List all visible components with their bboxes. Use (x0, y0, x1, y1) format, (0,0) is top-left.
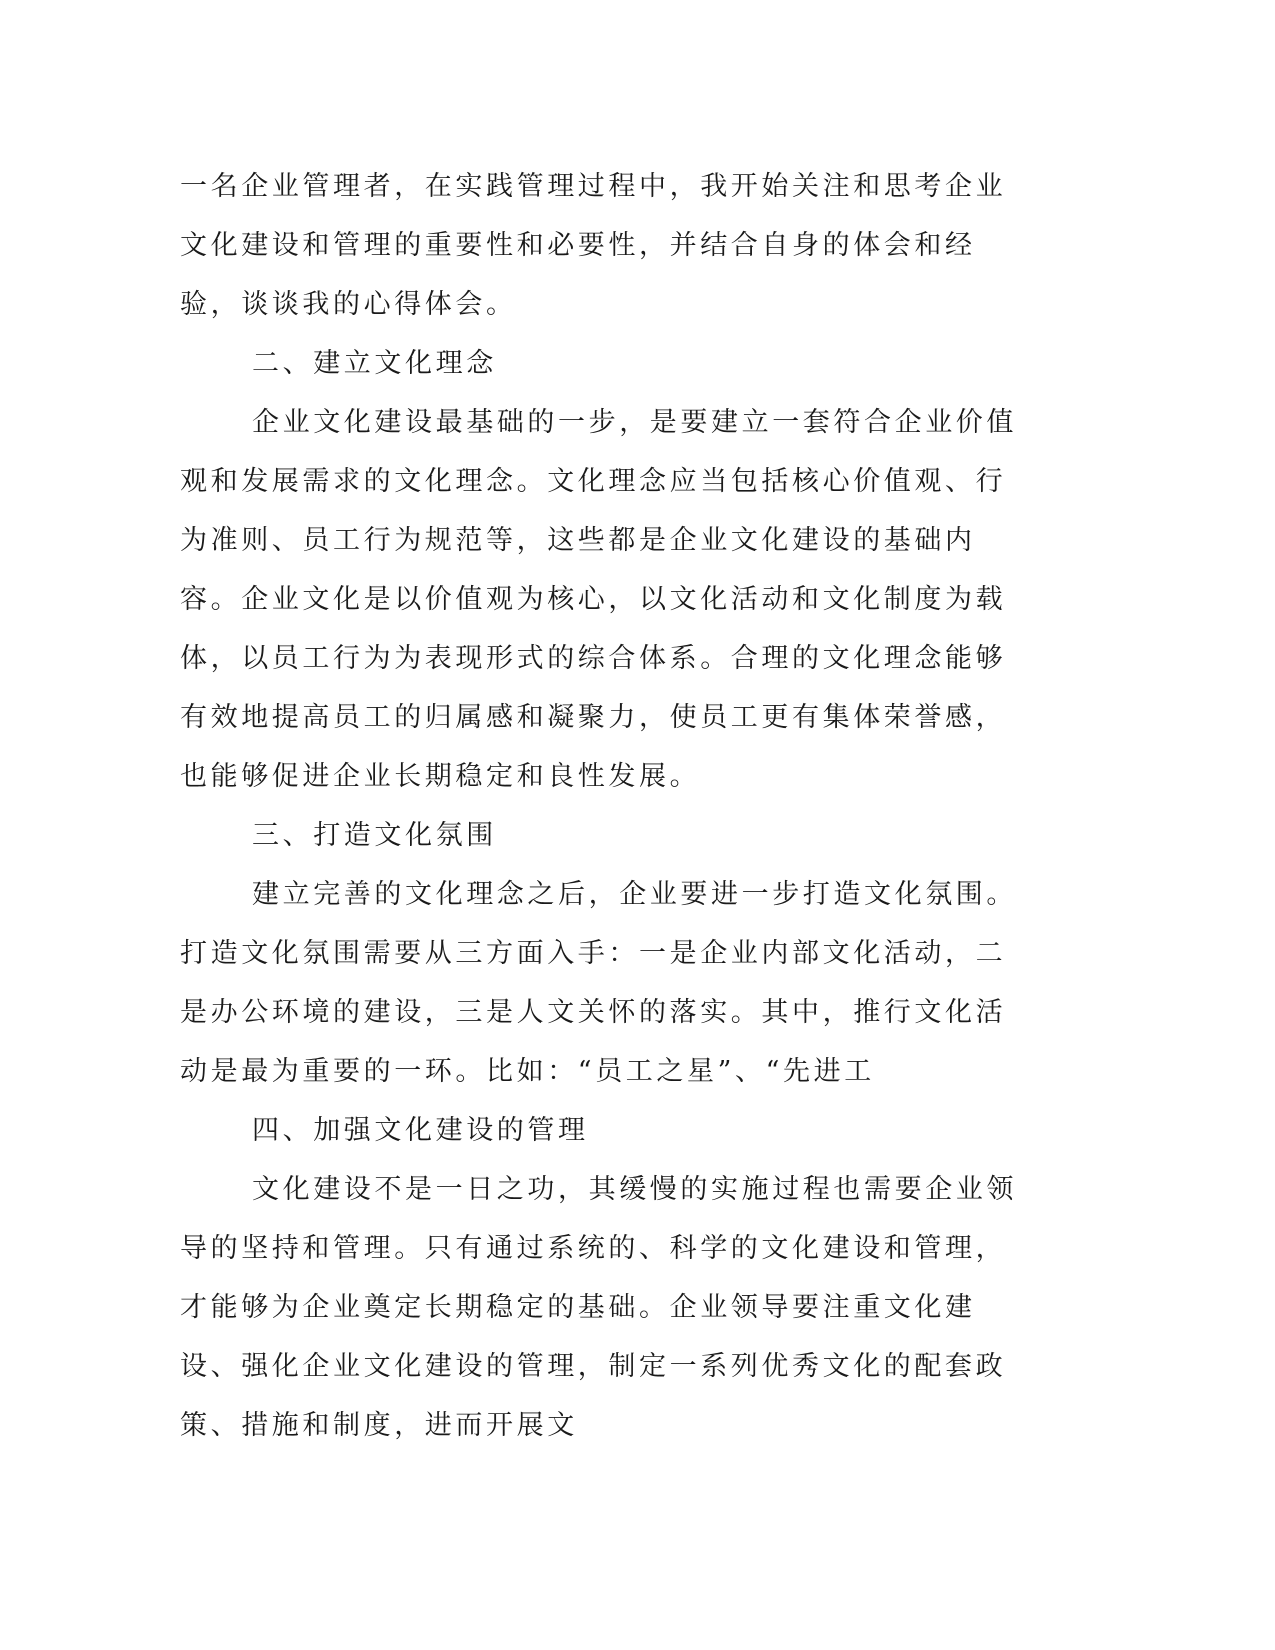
section-paragraph-2: 企业文化建设最基础的一步，是要建立一套符合企业价值观和发展需求的文化理念。文化理念应当包括核心价值观、行为准则、员工行为规范等，这些都是企业文化建设的基础内容。企业文化是以价值观为核心，以文化活动和文化制度为载体，以员工行为为表现形式的综合体系。合理的文化理念能够有效地提高员工的归属感和凝聚力，使员工更有集体荣誉感，也能够促进企业长期稳定和良性发展。 (180, 407, 1017, 792)
section-heading-3: 三、打造文化氛围 (252, 820, 497, 851)
document-body (180, 157, 1030, 1455)
section-heading-2: 二、建立文化理念 (252, 348, 497, 379)
section-heading-4: 四、加强文化建设的管理 (252, 1115, 589, 1146)
intro-paragraph: 一名企业管理者，在实践管理过程中，我开始关注和思考企业文化建设和管理的重要性和必要性，并结合自身的体会和经验，谈谈我的心得体会。 (180, 171, 1007, 320)
section-paragraph-3: 建立完善的文化理念之后，企业要进一步打造文化氛围。打造文化氛围需要从三方面入手：一是企业内部文化活动，二是办公环境的建设，三是人文关怀的落实。其中，推行文化活动是最为重要的一环。比如：“员工之星”、“先进工 (180, 879, 1017, 1087)
section-paragraph-4: 文化建设不是一日之功，其缓慢的实施过程也需要企业领导的坚持和管理。只有通过系统的、科学的文化建设和管理，才能够为企业奠定长期稳定的基础。企业领导要注重文化建设、强化企业文化建设的管理，制定一系列优秀文化的配套政策、措施和制度，进而开展文 (180, 1174, 1017, 1441)
